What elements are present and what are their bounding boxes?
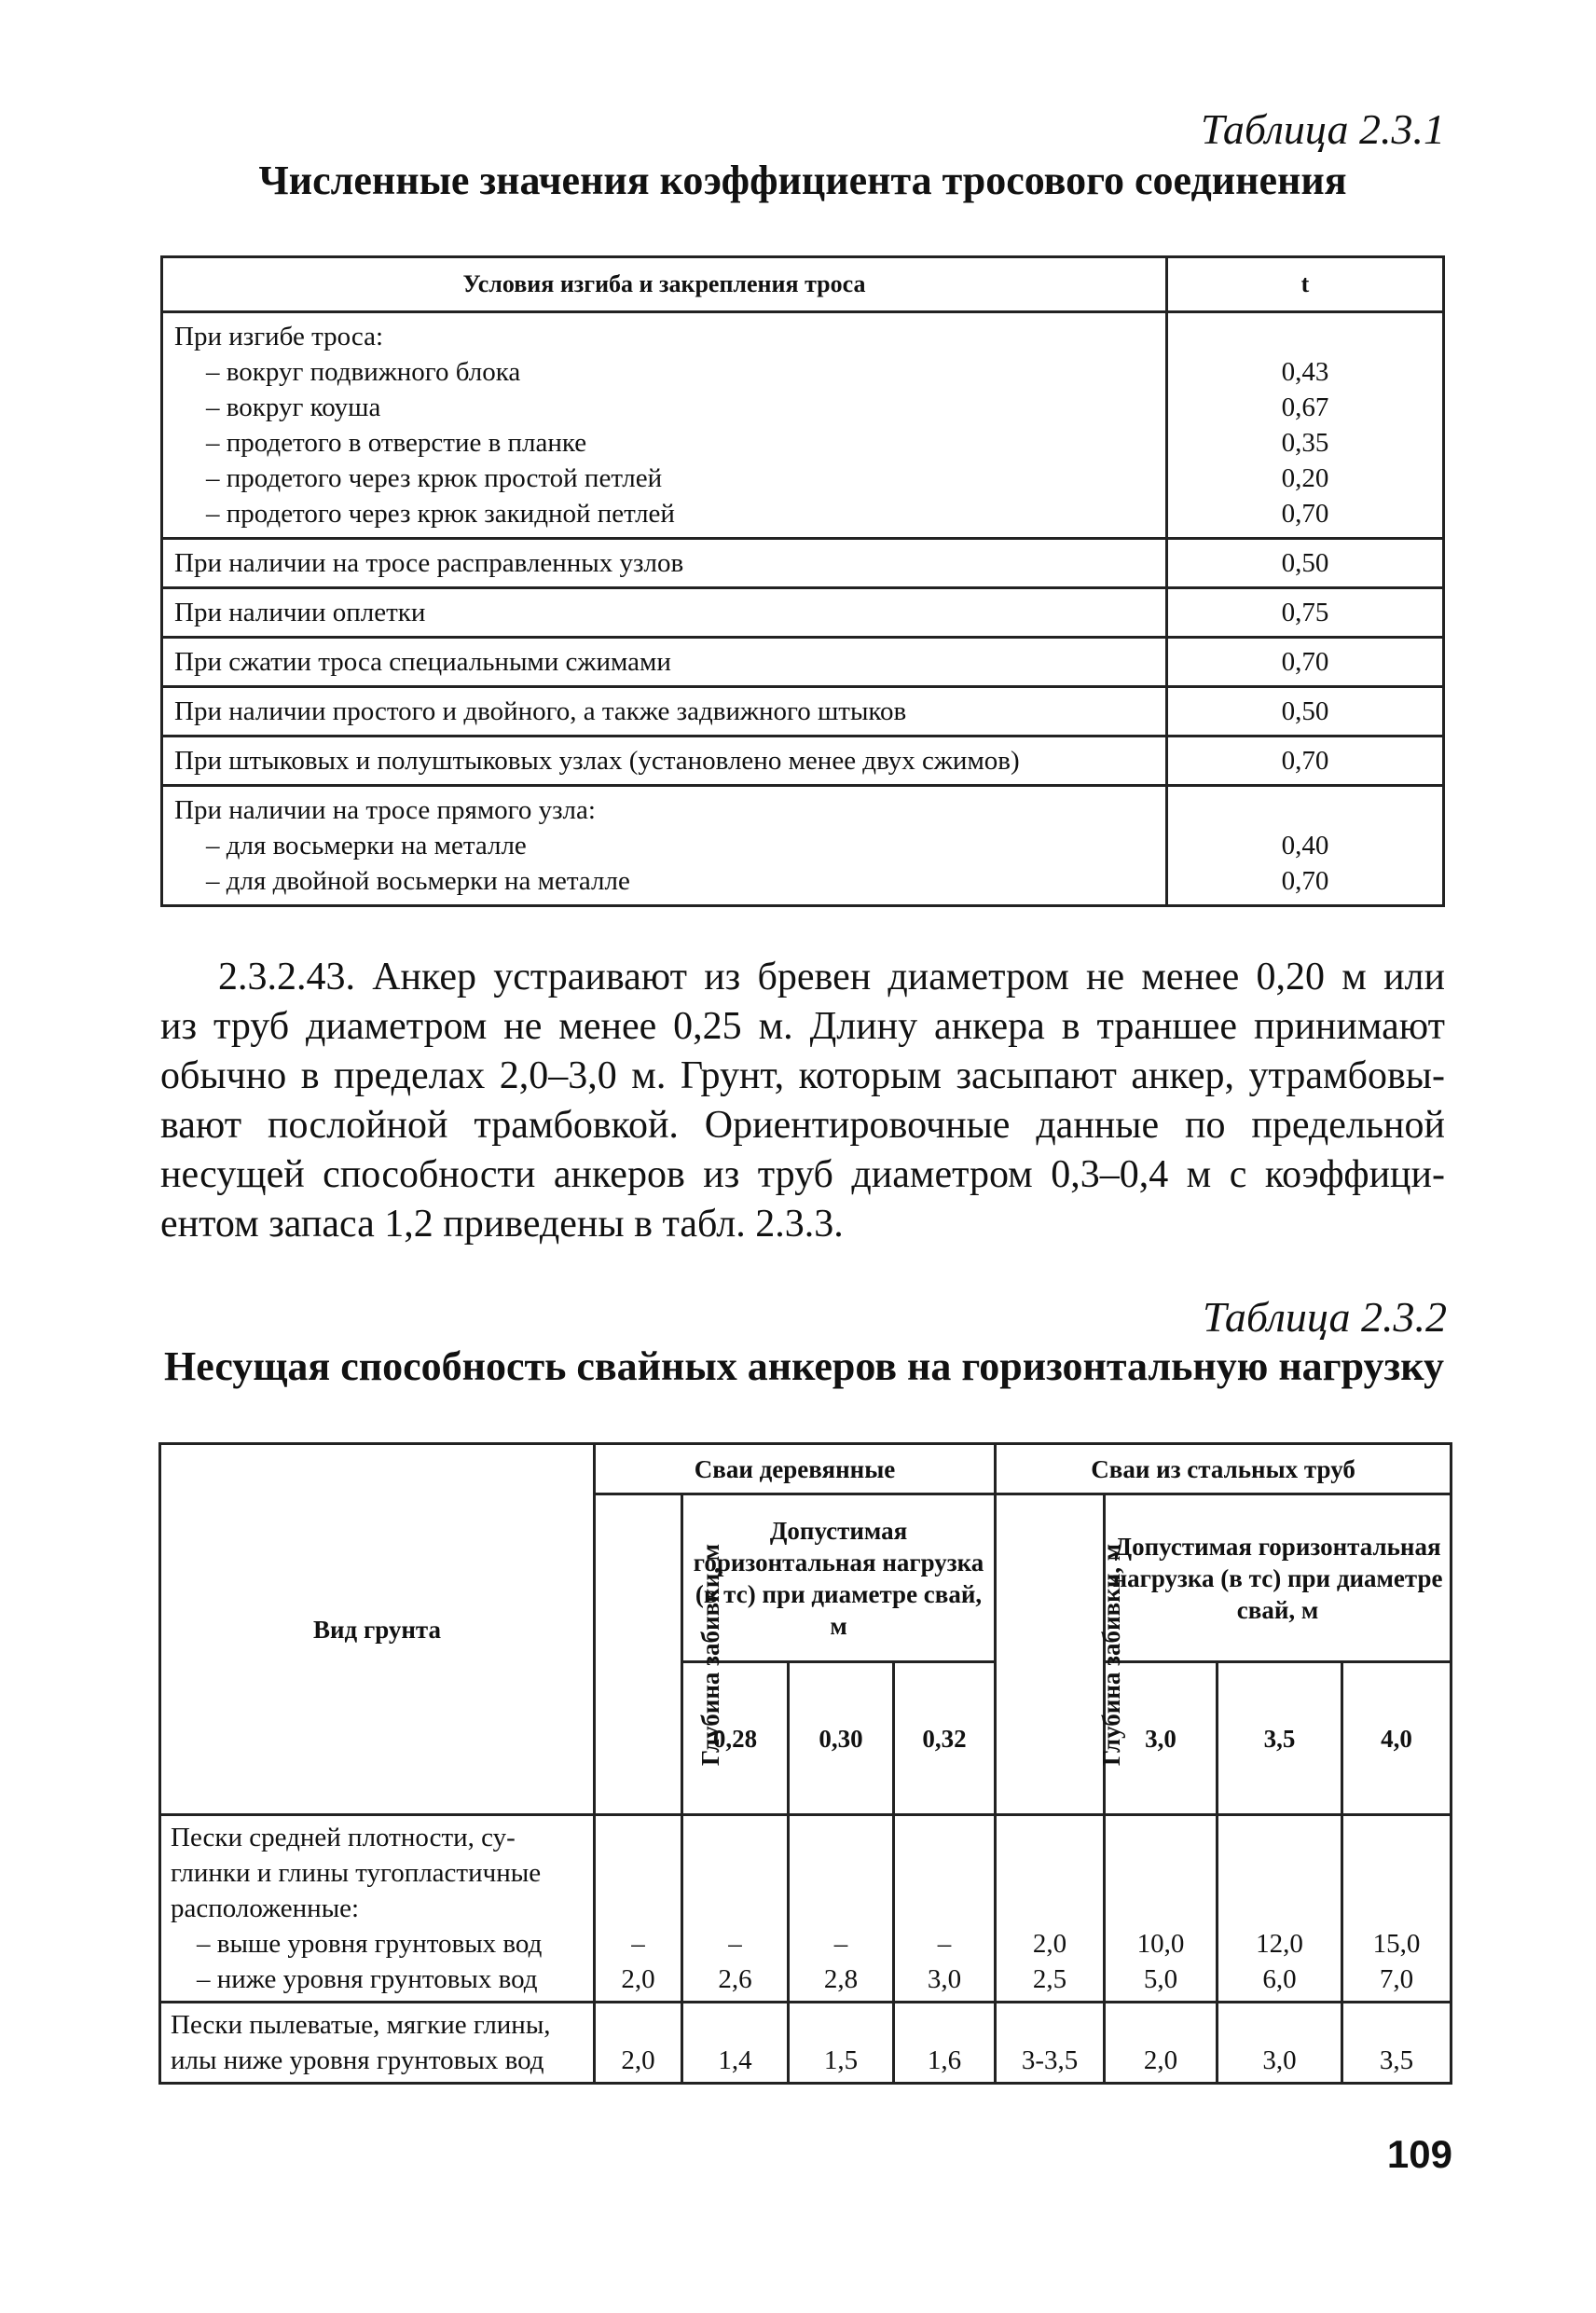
table2-title: Несущая способность свайных анкеров на горизонтальную нагрузку xyxy=(164,1343,1444,1389)
value-cell: 1,6 xyxy=(894,2003,996,2084)
soil-line: Пески средней плотности, су- xyxy=(171,1823,516,1852)
table-row xyxy=(160,2003,1452,2084)
table-row xyxy=(162,539,1444,588)
soil-cell xyxy=(160,2003,595,2084)
value: 15,0 xyxy=(1372,1929,1421,1959)
condition-item: – для двойной восьмерки на металле xyxy=(174,863,1154,899)
header-depth-wood xyxy=(595,1494,725,1815)
condition-item: – продетого через крюк закидной петлей xyxy=(174,496,1154,531)
value: 5,0 xyxy=(1143,1964,1178,1994)
value-cell xyxy=(1167,312,1444,539)
condition-cell: При наличии оплетки xyxy=(162,588,1167,638)
value: 2,6 xyxy=(718,1964,752,1994)
soil-line: – выше уровня грунтовых вод xyxy=(197,1929,543,1959)
condition-item: – вокруг подвижного блока xyxy=(174,354,1154,390)
value-cell: 0,75 xyxy=(1167,588,1444,638)
diameter-header: 0,28 xyxy=(682,1662,789,1815)
condition-lead: При изгибе троса: xyxy=(174,322,383,351)
value-cell xyxy=(595,1815,682,2003)
value-cell: 3,5 xyxy=(1342,2003,1452,2084)
soil-line: расположенные: xyxy=(171,1893,360,1923)
diameter-header: 3,5 xyxy=(1218,1662,1342,1815)
value: – xyxy=(833,1929,848,1959)
paragraph-line: вают послойной трамбовкой. Ориентировочные данные по предельной xyxy=(160,1104,1445,1147)
condition-item: – продетого через крюк простой петлей xyxy=(174,461,1154,496)
value-cell: 0,50 xyxy=(1167,539,1444,588)
table-row xyxy=(162,786,1444,906)
table-row xyxy=(162,312,1444,539)
value-cell: 0,50 xyxy=(1167,687,1444,737)
value: 0,67 xyxy=(1281,392,1329,422)
soil-line: Пески пылеватые, мягкие глины, xyxy=(171,2010,551,2040)
value: – xyxy=(937,1929,952,1959)
depth-label: Глубина забивки, м xyxy=(1097,1543,1126,1766)
header-wood-piles: Сваи деревянные xyxy=(595,1444,996,1494)
diameter-header: 0,32 xyxy=(894,1662,996,1815)
value: 0,70 xyxy=(1281,866,1329,896)
table2-caption: Таблица 2.3.2 xyxy=(1202,1293,1447,1341)
condition-item: – для восьмерки на металле xyxy=(174,828,1154,863)
table1-header-condition: Условия изгиба и закрепления троса xyxy=(162,257,1167,312)
value-cell: 0,70 xyxy=(1167,638,1444,687)
value-cell: 3,0 xyxy=(1218,2003,1342,2084)
table-row xyxy=(160,1815,1452,2003)
paragraph-line: 2.3.2.43. Анкер устраивают из бревен диаметром не менее 0,20 м или xyxy=(218,956,1445,998)
value-cell: 1,5 xyxy=(789,2003,894,2084)
value-cell xyxy=(996,1815,1105,2003)
header-load-wood: Допустимая горизонтальная нагрузка (в тс) при диаметре свай, м xyxy=(682,1494,996,1662)
value-cell: 2,0 xyxy=(595,2003,682,2084)
table1-title: Численные значения коэффициента тросового соединения xyxy=(258,158,1347,203)
paragraph-line: обычно в пределах 2,0–3,0 м. Грунт, которым засыпают анкер, утрамбовы- xyxy=(160,1054,1445,1097)
table-row xyxy=(162,588,1444,638)
table-row xyxy=(162,687,1444,737)
value-cell: 2,0 xyxy=(1105,2003,1218,2084)
value: 0,43 xyxy=(1281,357,1329,387)
header-depth-steel xyxy=(996,1494,1126,1815)
condition-cell: При наличии простого и двойного, а также задвижного штыков xyxy=(162,687,1167,737)
value: 7,0 xyxy=(1379,1964,1414,1994)
value: 0,40 xyxy=(1281,831,1329,860)
condition-lead: При наличии на тросе прямого узла: xyxy=(174,795,596,825)
value: 2,0 xyxy=(1032,1929,1067,1959)
table-row xyxy=(162,638,1444,687)
soil-line: глинки и глины тугопластичные xyxy=(171,1858,542,1888)
condition-item: – продетого в отверстие в планке xyxy=(174,425,1154,461)
table-row xyxy=(162,737,1444,786)
body-paragraph xyxy=(160,953,1445,1249)
table2-header-row xyxy=(160,1444,1452,1494)
table2 xyxy=(158,1442,1452,2085)
value: 3,0 xyxy=(927,1964,962,1994)
table1-header-row xyxy=(162,257,1444,312)
value-cell xyxy=(1105,1815,1218,2003)
value-cell xyxy=(894,1815,996,2003)
value: 0,70 xyxy=(1281,499,1329,529)
value-cell: 1,4 xyxy=(682,2003,789,2084)
soil-line: – ниже уровня грунтовых вод xyxy=(197,1964,538,1994)
diameter-header: 4,0 xyxy=(1342,1662,1452,1815)
condition-cell: При наличии на тросе расправленных узлов xyxy=(162,539,1167,588)
condition-cell: При сжатии троса специальными сжимами xyxy=(162,638,1167,687)
value-cell: 0,70 xyxy=(1167,737,1444,786)
value: 0,20 xyxy=(1281,463,1329,493)
value: 2,8 xyxy=(823,1964,859,1994)
value: 6,0 xyxy=(1262,1964,1297,1994)
value-cell xyxy=(1342,1815,1452,2003)
value-cell xyxy=(1218,1815,1342,2003)
header-soil: Вид грунта xyxy=(160,1444,595,1815)
header-load-steel: Допустимая горизонтальная нагрузка (в тс) при диаметре свай, м xyxy=(1105,1494,1452,1662)
table1-header-value: t xyxy=(1167,257,1444,312)
depth-label: Глубина забивки, м xyxy=(696,1543,725,1766)
value-cell xyxy=(789,1815,894,2003)
condition-cell xyxy=(162,786,1167,906)
condition-item: – вокруг коуша xyxy=(174,390,1154,425)
header-steel-piles: Сваи из стальных труб xyxy=(996,1444,1452,1494)
table1 xyxy=(160,255,1445,907)
soil-line: илы ниже уровня грунтовых вод xyxy=(171,2045,544,2075)
value: 0,35 xyxy=(1281,428,1329,458)
value: 12,0 xyxy=(1256,1929,1303,1959)
diameter-header: 0,30 xyxy=(789,1662,894,1815)
paragraph-line: несущей способности анкеров из труб диаметром 0,3–0,4 м с коэффици- xyxy=(160,1153,1445,1196)
table1-caption: Таблица 2.3.1 xyxy=(1200,105,1445,153)
value: 2,5 xyxy=(1032,1964,1067,1994)
value: 2,0 xyxy=(621,1964,655,1994)
condition-cell: При штыковых и полуштыковых узлах (установлено менее двух сжимов) xyxy=(162,737,1167,786)
soil-cell xyxy=(160,1815,595,2003)
value: 10,0 xyxy=(1136,1929,1185,1959)
value-cell xyxy=(682,1815,789,2003)
page-number: 109 xyxy=(1386,2132,1452,2176)
value-cell xyxy=(1167,786,1444,906)
condition-cell xyxy=(162,312,1167,539)
paragraph-line: из труб диаметром не менее 0,25 м. Длину анкера в траншее принимают xyxy=(160,1005,1445,1048)
value: – xyxy=(728,1929,742,1959)
diameter-header: 3,0 xyxy=(1105,1662,1218,1815)
value-cell: 3-3,5 xyxy=(996,2003,1105,2084)
value: – xyxy=(631,1929,645,1959)
paragraph-line: ентом запаса 1,2 приведены в табл. 2.3.3. xyxy=(160,1203,844,1246)
